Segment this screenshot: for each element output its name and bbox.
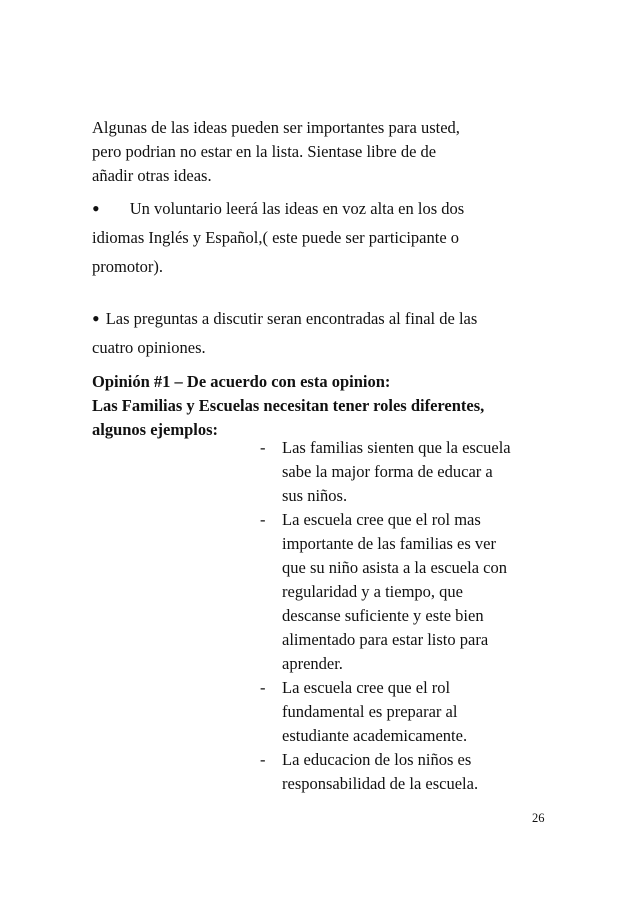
- dash-icon: -: [260, 510, 266, 529]
- bullet-icon: •: [92, 306, 100, 331]
- page-number: 26: [532, 811, 545, 825]
- list-item-line: Las familias sienten que la escuela: [282, 438, 511, 457]
- list-item-line: responsabilidad de la escuela.: [282, 774, 479, 793]
- opinion-subtitle-line-2: algunos ejemplos:: [92, 420, 219, 439]
- list-item-line: sabe la major forma de educar a: [282, 462, 493, 481]
- list-item-line: La escuela cree que el rol mas: [282, 510, 481, 529]
- list-item: [260, 748, 560, 796]
- bullet-icon: •: [92, 196, 100, 221]
- list-item: [260, 508, 560, 676]
- list-item-line: La escuela cree que el rol: [282, 678, 451, 697]
- list-item-line: descanse suficiente y este bien: [282, 606, 484, 625]
- list-item-line: La educacion de los niños es: [282, 750, 472, 769]
- opinion-heading: [92, 370, 552, 442]
- bullet-line-2: idiomas Inglés y Español,( este puede ser participante o: [92, 228, 460, 247]
- opinion-subtitle-line-1: Las Familias y Escuelas necesitan tener roles diferentes,: [92, 396, 485, 415]
- dash-icon: -: [260, 750, 266, 769]
- list-item-line: importante de las familias es ver: [282, 534, 496, 553]
- dash-icon: -: [260, 678, 266, 697]
- bullet-line-1: Un voluntario leerá las ideas en voz alta en los dos: [129, 199, 465, 218]
- dash-icon: -: [260, 438, 266, 457]
- list-item-line: alimentado para estar listo para: [282, 630, 489, 649]
- list-item-line: aprender.: [282, 654, 343, 673]
- list-item: [260, 436, 560, 508]
- bullet-line-1: Las preguntas a discutir seran encontradas al final de las: [105, 309, 478, 328]
- bullet-line-3: promotor).: [92, 257, 164, 276]
- opinion-title: Opinión #1 – De acuerdo con esta opinion:: [92, 372, 391, 391]
- bullet-item-questions: [92, 304, 542, 362]
- intro-paragraph: [92, 116, 542, 188]
- bullet-line-2: cuatro opiniones.: [92, 338, 206, 357]
- bullet-item-volunteer: [92, 194, 542, 281]
- intro-line-3: añadir otras ideas.: [92, 166, 212, 185]
- list-item-line: sus niños.: [282, 486, 348, 505]
- intro-line-2: pero podrian no estar en la lista. Sientase libre de de: [92, 142, 437, 161]
- intro-line-1: Algunas de las ideas pueden ser importantes para usted,: [92, 118, 460, 137]
- list-item-line: regularidad y a tiempo, que: [282, 582, 463, 601]
- list-item-line: estudiante academicamente.: [282, 726, 468, 745]
- list-item: [260, 676, 560, 748]
- opinion-examples-list: [260, 436, 560, 796]
- list-item-line: que su niño asista a la escuela con: [282, 558, 507, 577]
- list-item-line: fundamental es preparar al: [282, 702, 458, 721]
